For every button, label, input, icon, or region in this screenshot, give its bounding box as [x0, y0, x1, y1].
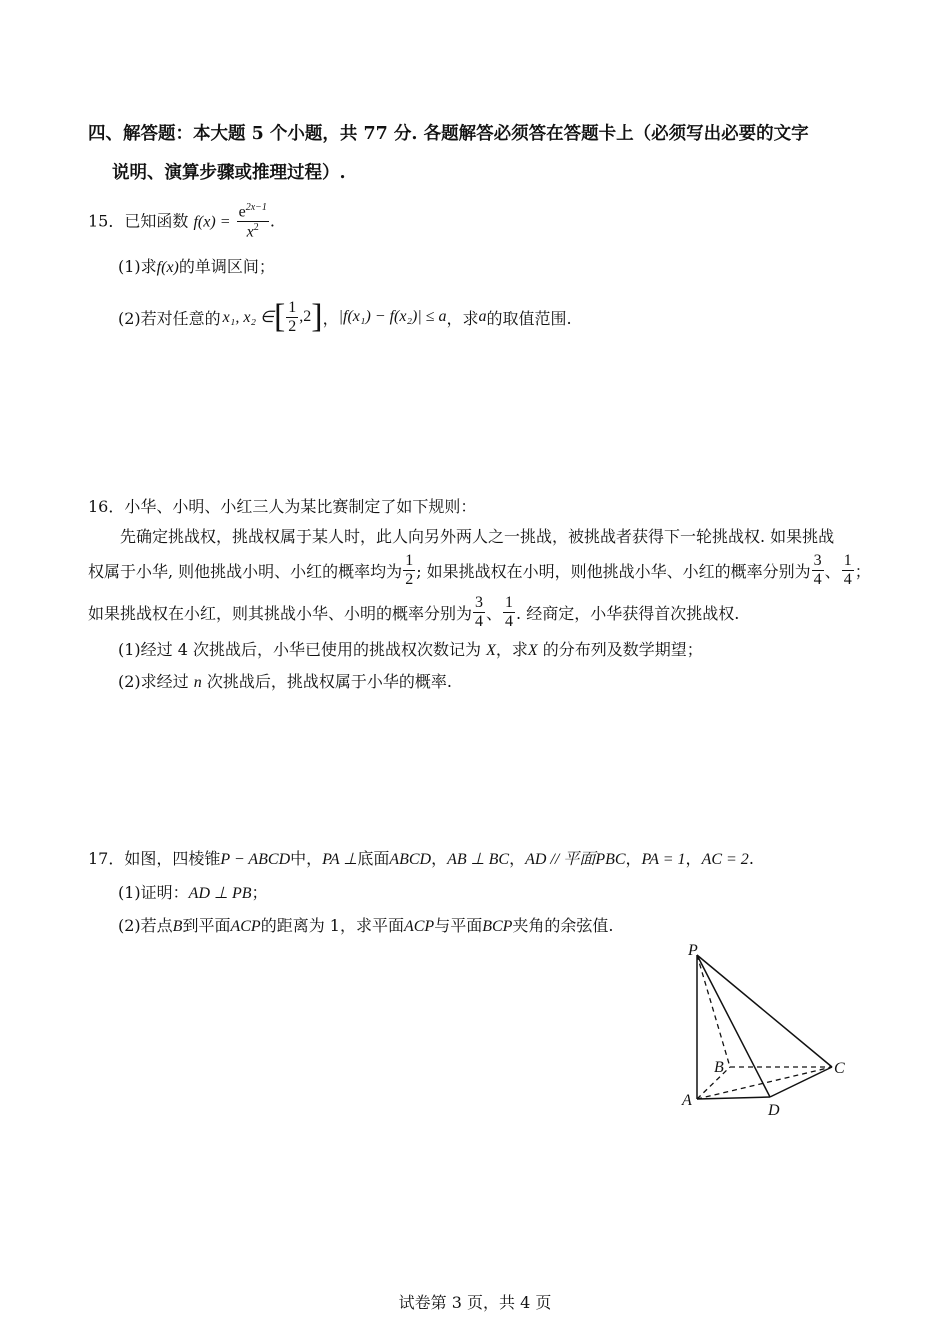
question-text: 小华、小明、小红三人为某比赛制定了如下规则： [124, 497, 477, 516]
question-number: 16． [88, 497, 125, 516]
question-16-para2 [88, 550, 871, 590]
part-text: 与平面 [434, 916, 483, 935]
edge-AD [697, 1097, 770, 1099]
function-lhs: f(x) = [193, 213, 231, 231]
question-17-part1 [118, 880, 268, 903]
fraction-exponent: 2x−1 [245, 202, 267, 213]
math-expr: ACP [403, 918, 435, 935]
part-label: (2)求经过 [118, 672, 189, 691]
part-label: (1)经过 4 次挑战后，小华已使用的挑战权次数记为 [118, 640, 482, 659]
question-text: 已知函数 [124, 211, 189, 231]
para-end: ； [854, 561, 871, 581]
fraction-numerator: 3 [813, 551, 822, 569]
para-text: 如果挑战权在小红，则其挑战小华、小明的概率分别为 [88, 603, 473, 623]
part-text: 的单调区间； [178, 257, 275, 276]
separator: 、 [824, 561, 841, 581]
part-text: ，求 [495, 640, 528, 659]
fraction-half [403, 553, 415, 588]
math-vars: x₁, x₂ ∈ [222, 309, 274, 326]
question-text: 中， [290, 849, 323, 868]
left-bracket: [ [273, 298, 286, 335]
math-expr: AC = 2 [701, 851, 749, 868]
section-header-line2: 说明、演算步骤或推理过程）. [112, 163, 346, 183]
part-text: ，求 [446, 308, 479, 328]
math-expr: PBC [595, 851, 626, 868]
vertex-label-B: B [714, 1059, 724, 1076]
part-text: 次挑战后，挑战权属于小华的概率. [206, 672, 452, 691]
part-text: ； [251, 883, 268, 902]
edge-DC [770, 1067, 832, 1097]
math-expr: BCP [482, 918, 513, 935]
stem-end: . [748, 849, 754, 868]
question-16-part2 [118, 669, 452, 692]
fraction-numerator: 3 [475, 593, 484, 611]
question-number: 17． [88, 849, 125, 868]
fraction-denominator: 4 [505, 612, 514, 630]
question-16-stem [88, 494, 476, 517]
math-expr: ACP [230, 918, 261, 935]
math-var: a [478, 308, 487, 325]
function-fraction [237, 203, 269, 241]
part-label: (2)若点 [118, 916, 173, 935]
fraction-numerator: 1 [288, 298, 297, 316]
para-text: 权属于小华, 则他挑战小明、小红的概率均为 [88, 561, 403, 581]
math-expr: ABCD [389, 851, 432, 868]
page-footer: 试卷第 3 页，共 4 页 [398, 1293, 552, 1312]
fraction-numerator: e [238, 203, 246, 221]
question-16-part1 [118, 637, 703, 660]
question-number: 15． [88, 211, 125, 231]
fraction-denominator: 4 [813, 570, 822, 588]
math-expr: PA = 1 [641, 851, 686, 868]
question-text: 如图，四棱锥 [124, 849, 221, 868]
fraction-numerator: 1 [405, 551, 414, 569]
question-16-para3 [88, 592, 739, 632]
denominator-exponent: 2 [253, 222, 259, 234]
question-15-stem [88, 203, 275, 241]
part-label: (2)若对任意的 [118, 308, 221, 328]
math-expr: P − ABCD [220, 851, 291, 868]
separator: ， [322, 308, 339, 328]
question-text: 底面 [357, 849, 390, 868]
fraction-denominator: 2 [288, 317, 297, 335]
question-15-part1 [118, 254, 275, 277]
inequality: |f(x₁) − f(x₂)| ≤ a [338, 308, 447, 325]
question-16-para1: 先确定挑战权，挑战权属于某人时，此人向另外两人之一挑战，被挑战者获得下一轮挑战权. 如果挑战 [120, 527, 835, 546]
part-text: 的取值范围. [486, 308, 572, 328]
part-label: (1)证明： [118, 883, 189, 902]
edge-PD [697, 955, 770, 1097]
stem-end: . [269, 211, 275, 231]
math-expr: AD // 平面 [525, 851, 596, 868]
separator: ， [625, 849, 642, 868]
fraction-1-4 [503, 595, 515, 630]
fraction-3-4 [812, 553, 824, 588]
fraction-denominator: 4 [475, 612, 484, 630]
fraction-numerator: 1 [843, 551, 852, 569]
section-header-line1: 四、解答题：本大题 5 个小题，共 77 分. 各题解答必须答在答题卡上（必须写出必要的文字 [88, 124, 809, 144]
separator: 、 [486, 603, 503, 623]
part-text: 到平面 [182, 916, 231, 935]
part-label: (1)求 [118, 257, 157, 276]
math-var: X [527, 642, 538, 659]
part-text: 夹角的余弦值. [512, 916, 614, 935]
separator: ， [685, 849, 702, 868]
part-text: 的距离为 1，求平面 [260, 916, 404, 935]
interval-fraction [286, 300, 298, 335]
vertex-label-C: C [834, 1060, 845, 1077]
math-expr: PA ⊥ [322, 851, 358, 868]
vertex-label-D: D [768, 1102, 780, 1119]
question-17-part2 [118, 913, 614, 936]
fraction-3-4 [473, 595, 485, 630]
vertex-label-P: P [688, 942, 698, 959]
fraction-numerator: 1 [505, 593, 514, 611]
question-15-part2 [118, 292, 572, 342]
para-text: . 经商定，小华获得首次挑战权. [516, 603, 740, 623]
fraction-denominator: 4 [843, 570, 852, 588]
part-text: 的分布列及数学期望； [542, 640, 703, 659]
separator: ， [509, 849, 526, 868]
question-17-stem [88, 846, 754, 869]
pyramid-figure [670, 935, 860, 1125]
right-bracket: ] [311, 298, 323, 335]
fraction-1-4 [842, 553, 854, 588]
math-expr: f(x) [156, 259, 179, 276]
math-expr: AD ⊥ PB [188, 885, 252, 902]
separator: ， [431, 849, 448, 868]
fraction-denominator: x [246, 223, 254, 241]
edge-PC [697, 955, 832, 1067]
math-var: B [172, 918, 183, 935]
math-var: n [193, 674, 202, 691]
fraction-denominator: 2 [405, 570, 414, 588]
vertex-label-A: A [682, 1092, 692, 1109]
interval-end: ,2 [299, 308, 312, 325]
math-expr: AB ⊥ BC [447, 851, 510, 868]
math-var: X [486, 642, 496, 659]
para-text: ; 如果挑战权在小明，则他挑战小华、小红的概率分别为 [416, 561, 811, 581]
